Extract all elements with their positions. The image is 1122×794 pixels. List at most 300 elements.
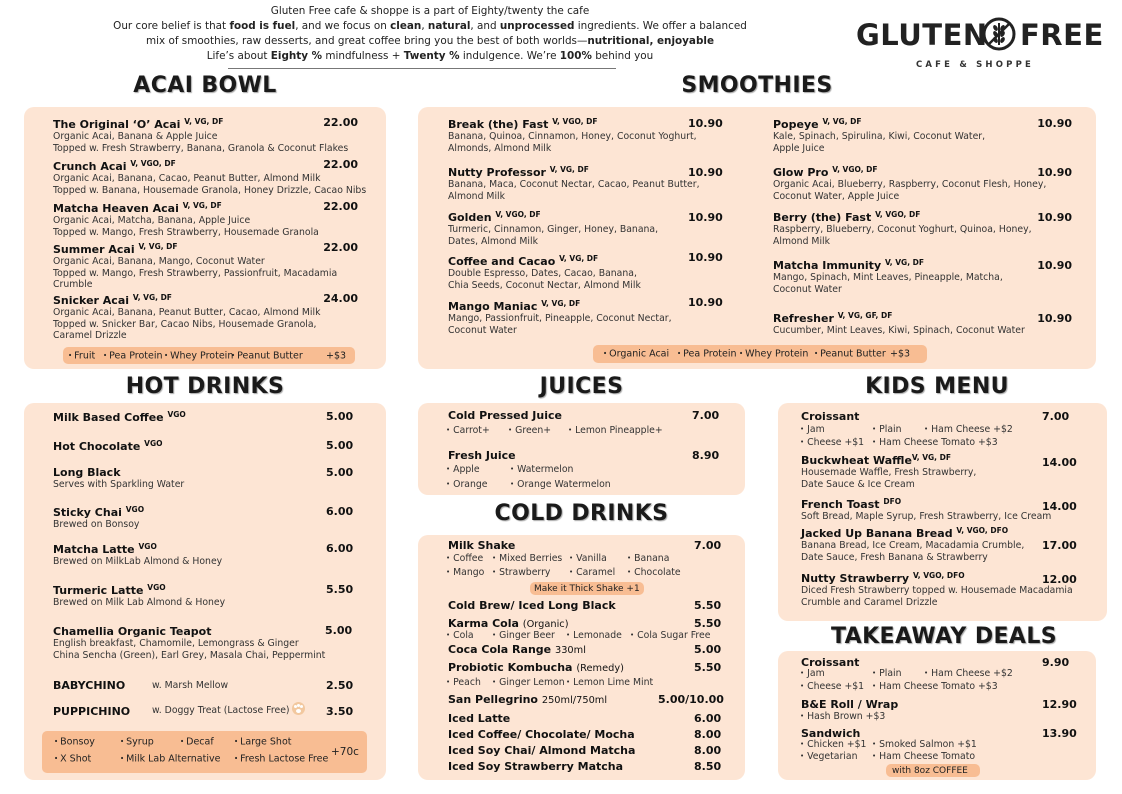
text-label: Banana, Maca, Coconut Nectar, Cacao, Peanut Butter, <box>448 179 700 190</box>
menu-item-iced-soy-chai <box>448 744 635 757</box>
option: • Ginger Beer <box>492 630 555 641</box>
heading-kids-menu: KIDS MENU <box>865 374 1009 399</box>
text-label: DFO <box>883 497 902 506</box>
text-label: Cold Pressed Juice <box>448 409 562 422</box>
text-label: • X Shot <box>54 754 91 765</box>
menu-item-chamellia-teapot <box>53 625 325 661</box>
addons-pill <box>63 347 355 364</box>
text-label: • Large Shot <box>234 737 291 748</box>
text-label: Milk Based Coffee <box>53 411 164 424</box>
text-label: Crumble <box>53 279 93 291</box>
text-label: Cold Brew/ Iced Long Black <box>448 599 616 612</box>
text-label: Chia Seeds, Coconut Nectar, Almond Milk <box>448 279 641 291</box>
text-label: Almond Milk <box>448 190 506 202</box>
text-label: Refresher <box>773 312 834 325</box>
text-label: Topped w. Banana, Housemade Granola, Honey Drizzle, Cacao Nibs <box>53 184 367 196</box>
text-label: with 8oz COFFEE <box>892 765 968 776</box>
text-label: 100% <box>559 50 592 62</box>
text-label: Soft Bread, Maple Syrup, Fresh Strawberry, Ice Cream <box>801 511 1052 522</box>
text-label: V, VG, DF <box>132 293 172 302</box>
text-label: Summer Acai <box>53 243 135 256</box>
option: • Ham Cheese Tomato +$3 <box>872 437 998 448</box>
price: 22.00 <box>323 200 358 213</box>
menu-item-karma-cola <box>448 617 569 630</box>
text-label: Fresh Juice <box>448 449 516 462</box>
text-label: Dates, Almond Milk <box>448 235 538 247</box>
text-label: Apple Juice <box>773 142 825 154</box>
text-label: Coconut Water, Apple Juice <box>773 190 900 202</box>
option: • Cheese +$1 <box>800 437 864 448</box>
text-label: Matcha Immunity <box>773 259 882 272</box>
price: 5.50 <box>694 599 722 612</box>
text-label: Cucumber, Mint Leaves, Kiwi, Spinach, Coconut Water <box>773 325 1025 336</box>
heading-juices: JUICES <box>539 374 624 399</box>
menu-item-refresher <box>773 311 1025 337</box>
option: • Smoked Salmon +$1 <box>872 739 977 750</box>
text-label: nutritional, enjoyable <box>587 35 714 47</box>
menu-item-kombucha <box>448 661 624 674</box>
acai-bowl-section <box>24 107 386 369</box>
option: • Strawberry <box>492 567 550 578</box>
text-label: Popeye <box>773 118 819 131</box>
price: 5.00 <box>326 466 354 479</box>
price: 5.50 <box>326 583 354 596</box>
intro-line <box>60 4 800 19</box>
text-label: Matcha Heaven Acai <box>53 202 179 215</box>
price: 10.90 <box>688 117 723 130</box>
menu-item-summer-acai <box>53 242 337 291</box>
text-label: Housemade Waffle, Fresh Strawberry, <box>801 467 977 478</box>
text-label: ingredients. We offer a balanced <box>574 20 747 32</box>
text-label: Break (the) Fast <box>448 118 549 131</box>
intro-line <box>60 34 800 49</box>
menu-item-hot-chocolate <box>53 439 163 453</box>
text-label: China Sencha (Green), Earl Grey, Masala Chai, Peppermint <box>53 649 326 661</box>
text-label: Topped w. Mango, Fresh Strawberry, Passionfruit, Macadamia <box>53 267 338 279</box>
text-label: (Remedy) <box>576 663 624 674</box>
price: 6.00 <box>326 542 354 555</box>
price: 12.00 <box>1042 573 1077 586</box>
menu-item-buckwheat-waffle <box>801 453 976 490</box>
text-label: V, VG, DF <box>559 254 599 263</box>
text-label: Turmeric Latte <box>53 584 144 597</box>
text-label: +$3 <box>890 348 911 360</box>
text-label: Coconut Water <box>448 324 517 336</box>
text-label: Kale, Spinach, Spirulina, Kiwi, Coconut Water, <box>773 131 986 142</box>
text-label: • Whey Protein <box>164 350 233 361</box>
text-label: Crumble and Caramel Drizzle <box>801 596 938 608</box>
option: • Ham Cheese +$2 <box>924 668 1013 679</box>
text-label: Organic Acai, Banana & Apple Juice <box>53 131 218 142</box>
text-label: Matcha Latte <box>53 543 135 556</box>
logo-word-free: FREE <box>1020 18 1104 52</box>
menu-item-crunch-acai <box>53 159 366 196</box>
text-label: San Pellegrino <box>448 693 538 706</box>
menu-item-kids-croissant <box>801 410 859 423</box>
option: • Jam <box>800 424 825 435</box>
menu-item-matcha-heaven-acai <box>53 201 319 238</box>
menu-item-iced-latte <box>448 712 510 725</box>
text-label: English breakfast, Chamomile, Lemongrass & Ginger <box>53 638 299 649</box>
price: 10.90 <box>1037 117 1072 130</box>
menu-item-iced-soy-strawberry-matcha <box>448 760 623 773</box>
text-label: Coconut Water <box>773 283 842 295</box>
logo-word-gluten: GLUTEN <box>856 18 988 52</box>
text-label: Long Black <box>53 466 121 479</box>
text-label: behind you <box>591 50 654 62</box>
price: 10.90 <box>688 166 723 179</box>
intro-line <box>60 19 800 34</box>
text-label: Buckwheat Waffle <box>801 454 912 467</box>
text-label: V, VG, DF <box>138 242 178 251</box>
price: 7.00 <box>694 539 722 552</box>
text-label: Organic Acai, Matcha, Banana, Apple Juice <box>53 215 251 226</box>
text-label: • Peanut Butter <box>814 349 886 360</box>
menu-item-french-toast <box>801 497 1051 523</box>
intro-line <box>60 49 800 64</box>
heading-takeaway-deals: TAKEAWAY DEALS <box>830 624 1057 649</box>
text-label: • Milk Lab Alternative <box>120 754 220 765</box>
price: 10.90 <box>688 251 723 264</box>
text-label: Nutty Strawberry <box>801 572 910 585</box>
text-label: indulgence. We’re <box>459 50 560 62</box>
text-label: • Pea Protein <box>677 349 737 360</box>
text-label: Nutty Professor <box>448 166 546 179</box>
text-label: Iced Latte <box>448 712 511 725</box>
text-label: (Organic) <box>522 619 569 630</box>
menu-item-nutty-strawberry <box>801 571 1073 608</box>
paw-icon <box>292 702 305 715</box>
price: 13.90 <box>1042 727 1077 740</box>
text-label: • Peanut Butter <box>231 350 303 361</box>
menu-item-berry-the-fast <box>773 210 1032 247</box>
text-label: V, VGO, DFO <box>912 571 965 580</box>
text-label: B&E Roll / Wrap <box>801 698 899 711</box>
text-label: Banana Bread, Ice Cream, Macadamia Crumble, <box>801 540 1025 551</box>
option: • Coffee <box>446 553 483 564</box>
price: 5.00 <box>325 624 353 637</box>
menu-item-cold-pressed-juice <box>448 409 562 422</box>
text-label: • Fruit <box>68 350 95 361</box>
text-label: V, VG, GF, DF <box>837 311 893 320</box>
heading-acai-bowl: ACAI BOWL <box>133 73 277 98</box>
heading-hot-drinks: HOT DRINKS <box>125 374 285 399</box>
price: 8.00 <box>694 728 722 741</box>
price: 10.90 <box>1037 312 1072 325</box>
option: • Banana <box>627 553 669 564</box>
text-label: Milk Shake <box>448 539 516 552</box>
menu-item-babychino <box>53 679 125 692</box>
text-label: Our core belief is that <box>113 20 230 32</box>
option: • Caramel <box>569 567 615 578</box>
menu-item-break-the-fast <box>448 117 697 154</box>
addons-pill <box>42 731 367 773</box>
kids-menu-section <box>778 403 1107 621</box>
option: • Mango <box>446 567 484 578</box>
menu-item-mango-maniac <box>448 299 672 336</box>
option: • Plain <box>872 424 902 435</box>
price: 3.50 <box>326 705 354 718</box>
text-label: VGO <box>138 542 157 551</box>
menu-item-coca-cola <box>448 643 586 656</box>
smoothies-section <box>418 107 1096 369</box>
text-label: mix of smoothies, raw desserts, and great coffee bring you the best of both worlds— <box>146 35 588 47</box>
text-label: • Fresh Lactose Free <box>234 754 328 765</box>
juices-section <box>418 403 745 495</box>
option: • Green+ <box>508 425 551 436</box>
option: • Cheese +$1 <box>800 681 864 692</box>
option: • Apple <box>446 464 480 475</box>
menu-item-matcha-immunity <box>773 258 1003 295</box>
menu-item-glow-pro <box>773 165 1046 202</box>
option: • Vanilla <box>569 553 607 564</box>
text-label: French Toast <box>801 498 880 511</box>
text-label: Banana, Quinoa, Cinnamon, Honey, Coconut Yoghurt, <box>448 131 697 142</box>
price: 2.50 <box>326 679 354 692</box>
text-label: Jacked Up Banana Bread <box>801 527 953 540</box>
menu-item-original-acai <box>53 117 348 154</box>
item-note <box>152 702 305 716</box>
menu-item-milk-based-coffee <box>53 410 186 424</box>
price: 6.00 <box>694 712 722 725</box>
menu-item-long-black <box>53 466 184 491</box>
option: • Mixed Berries <box>492 553 562 564</box>
price: 5.50 <box>694 661 722 674</box>
thick-shake-pill <box>530 582 644 595</box>
text-label: V, VGO, DF <box>552 117 598 126</box>
price: 10.90 <box>688 211 723 224</box>
menu-item-cold-brew <box>448 599 616 612</box>
menu-item-sticky-chai <box>53 505 144 531</box>
option: • Lemon Lime Mint <box>566 677 653 688</box>
text-label: Almond Milk <box>773 235 831 247</box>
text-label: Topped w. Snicker Bar, Cacao Nibs, Housemade Granola, <box>53 318 317 330</box>
text-label: • Syrup <box>120 737 154 748</box>
text-label: Turmeric, Cinnamon, Ginger, Honey, Banana, <box>448 224 659 235</box>
text-label: Iced Soy Strawberry Matcha <box>448 760 624 773</box>
text-label: Twenty % <box>403 50 460 62</box>
text-label: Organic Acai, Banana, Cacao, Peanut Butter, Almond Milk <box>53 173 321 184</box>
text-label: V, VG, DF <box>884 258 925 267</box>
price: 8.50 <box>694 760 722 773</box>
text-label: Caramel Drizzle <box>53 330 127 342</box>
price: 7.00 <box>692 409 720 422</box>
option: • Cola <box>446 630 474 641</box>
wheat-icon <box>982 17 1016 51</box>
option: • Plain <box>872 668 902 679</box>
option: • Chicken +$1 <box>800 739 866 750</box>
text-label: Life’s about <box>206 50 271 62</box>
option: • Chocolate <box>627 567 681 578</box>
price: 22.00 <box>323 158 358 171</box>
text-label: Gluten Free cafe & shoppe is a part of Eighty/twenty the cafe <box>270 5 590 17</box>
text-label: Snicker Acai <box>53 294 130 307</box>
menu-item-puppichino <box>53 705 130 718</box>
text-label: Iced Soy Chai/ Almond Matcha <box>448 744 636 757</box>
text-label: Hot Chocolate <box>53 440 141 453</box>
text-label: 250ml/750ml <box>541 695 608 706</box>
option: • Watermelon <box>510 464 573 475</box>
option: • Ham Cheese +$2 <box>924 424 1013 435</box>
text-label: V, VGO, DF <box>832 165 878 174</box>
logo <box>852 14 1104 74</box>
text-label: Probiotic Kombucha <box>448 661 573 674</box>
text-label: V, VG, DF <box>182 201 222 210</box>
price: 5.00 <box>694 643 722 656</box>
text-label: Make it Thick Shake +1 <box>534 583 640 594</box>
menu-item-fresh-juice <box>448 449 516 462</box>
text-label: Topped w. Mango, Fresh Strawberry, Housemade Granola <box>53 226 319 238</box>
menu-item-iced-coffee <box>448 728 635 741</box>
text-label: V, VG, DF <box>184 117 224 126</box>
menu-item-popeye <box>773 117 985 154</box>
price: 12.90 <box>1042 698 1077 711</box>
price: 5.00/10.00 <box>658 693 724 706</box>
text-label: Golden <box>448 211 492 224</box>
text-label: VGO <box>125 505 145 514</box>
hot-drinks-section <box>24 403 386 780</box>
logo-subtitle: CAFE & SHOPPE <box>915 60 1035 70</box>
option: • Lemon Pineapple+ <box>568 425 663 436</box>
text-label: Glow Pro <box>773 166 829 179</box>
cold-drinks-section <box>418 535 745 780</box>
text-label: V, VG, DF <box>541 299 581 308</box>
heading-smoothies: SMOOTHIES <box>681 73 833 98</box>
text-label: Brewed on Bonsoy <box>53 519 140 530</box>
text-label: Brewed on MilkLab Almond & Honey <box>53 556 223 567</box>
menu-item-milk-shake <box>448 539 515 552</box>
text-label: Mango, Spinach, Mint Leaves, Pineapple, Matcha, <box>773 272 1003 283</box>
text-label: V, VGO, DFO <box>956 526 1009 535</box>
text-label: Serves with Sparkling Water <box>53 479 185 490</box>
text-label: Eighty % <box>270 50 323 62</box>
text-label: Double Espresso, Dates, Cacao, Banana, <box>448 268 637 279</box>
divider <box>228 68 616 69</box>
text-label: clean <box>390 20 422 32</box>
item-note: w. Marsh Mellow <box>152 680 229 691</box>
price: 22.00 <box>323 116 358 129</box>
text-label: Crunch Acai <box>53 160 127 173</box>
text-label: Brewed on Milk Lab Almond & Honey <box>53 597 226 608</box>
takeaway-deals-section <box>778 651 1096 780</box>
text-label: mindfulness + <box>322 50 404 62</box>
option: • Carrot+ <box>446 425 490 436</box>
price: 9.90 <box>1042 656 1070 669</box>
menu-item-be-roll-wrap <box>801 698 898 711</box>
text-label: +70c <box>331 746 359 758</box>
option: • Ham Cheese Tomato <box>872 751 975 762</box>
text-label: Coffee and Cacao <box>448 255 556 268</box>
text-label: 330ml <box>554 645 586 656</box>
price: 24.00 <box>323 292 358 305</box>
price: 10.90 <box>1037 211 1072 224</box>
option: • Jam <box>800 668 825 679</box>
text-label: Organic Acai, Banana, Peanut Butter, Cacao, Almond Milk <box>53 307 321 318</box>
text-label: unprocessed <box>499 20 575 32</box>
text-label: Chamellia Organic Teapot <box>53 625 212 638</box>
text-label: , <box>421 20 428 32</box>
text-label: Sticky Chai <box>53 506 122 519</box>
option: • Ham Cheese Tomato +$3 <box>872 681 998 692</box>
price: 22.00 <box>323 241 358 254</box>
text-label: Karma Cola <box>448 617 519 630</box>
text-label: • Organic Acai <box>603 349 669 360</box>
menu-item-coffee-and-cacao <box>448 254 641 291</box>
text-label: food is fuel <box>229 20 296 32</box>
menu-item-nutty-professor <box>448 165 700 202</box>
text-label: , and we focus on <box>295 20 391 32</box>
text-label: V, VG, DF <box>822 117 862 126</box>
text-label: VGO <box>167 410 186 419</box>
price: 14.00 <box>1042 500 1077 513</box>
text-label: V, VG, DF <box>911 453 951 462</box>
option: • Lemonade <box>566 630 622 641</box>
price: 5.00 <box>326 439 354 452</box>
option: • Vegetarian <box>800 751 857 762</box>
text-label: V, VGO, DF <box>495 210 541 219</box>
option: • Ginger Lemon <box>492 677 565 688</box>
price: 10.90 <box>1037 166 1072 179</box>
text-label: +$3 <box>326 350 347 361</box>
price: 8.90 <box>692 449 720 462</box>
text-label: • Pea Protein <box>103 350 163 361</box>
text-label: Date Sauce & Ice Cream <box>801 478 915 490</box>
text-label: V, VGO, DF <box>875 210 921 219</box>
text-label: Organic Acai, Blueberry, Raspberry, Coconut Flesh, Honey, <box>773 179 1047 190</box>
text-label: Croissant <box>801 410 860 423</box>
text-label: V, VG, DF <box>549 165 589 174</box>
text-label: • Bonsoy <box>54 737 95 748</box>
text-label: Topped w. Fresh Strawberry, Banana, Granola & Coconut Flakes <box>53 142 349 154</box>
text-label: • Decaf <box>180 737 214 748</box>
price: 6.00 <box>326 505 354 518</box>
text-label: PUPPICHINO <box>53 705 131 718</box>
text-label: The Original ‘O’ Acai <box>53 118 181 131</box>
price: 10.90 <box>1037 259 1072 272</box>
text-label: , and <box>470 20 500 32</box>
price: 14.00 <box>1042 456 1077 469</box>
heading-cold-drinks: COLD DRINKS <box>494 501 669 526</box>
text-label: Date Sauce, Fresh Banana & Strawberry <box>801 551 988 563</box>
price: 10.90 <box>688 296 723 309</box>
text-label: Berry (the) Fast <box>773 211 872 224</box>
option: • Cola Sugar Free <box>630 630 710 641</box>
text-label: Almonds, Almond Milk <box>448 142 552 154</box>
text-label: Coca Cola Range <box>448 643 552 656</box>
text-label: BABYCHINO <box>53 679 126 692</box>
price: 17.00 <box>1042 539 1077 552</box>
menu-item-snicker-acai <box>53 293 320 342</box>
price: 8.00 <box>694 744 722 757</box>
price: 7.00 <box>1042 410 1070 423</box>
text-label: Mango, Passionfruit, Pineapple, Coconut Nectar, <box>448 313 672 324</box>
intro-text <box>60 4 800 64</box>
text-label: w. Doggy Treat (Lactose Free) <box>152 705 290 716</box>
option: • Hash Brown +$3 <box>800 711 885 722</box>
text-label: Mango Maniac <box>448 300 538 313</box>
text-label: Sandwich <box>801 727 861 740</box>
text-label: V, VGO, DF <box>130 159 176 168</box>
option: • Orange <box>446 479 488 490</box>
text-label: VGO <box>147 583 166 592</box>
text-label: Croissant <box>801 656 860 669</box>
option: • Orange Watermelon <box>510 479 611 490</box>
text-label: Raspberry, Blueberry, Coconut Yoghurt, Quinoa, Honey, <box>773 224 1032 235</box>
text-label: • Whey Protein <box>739 349 808 360</box>
price: 5.50 <box>694 617 722 630</box>
text-label: natural <box>427 20 471 32</box>
menu-item-jacked-up-banana-bread <box>801 526 1024 563</box>
